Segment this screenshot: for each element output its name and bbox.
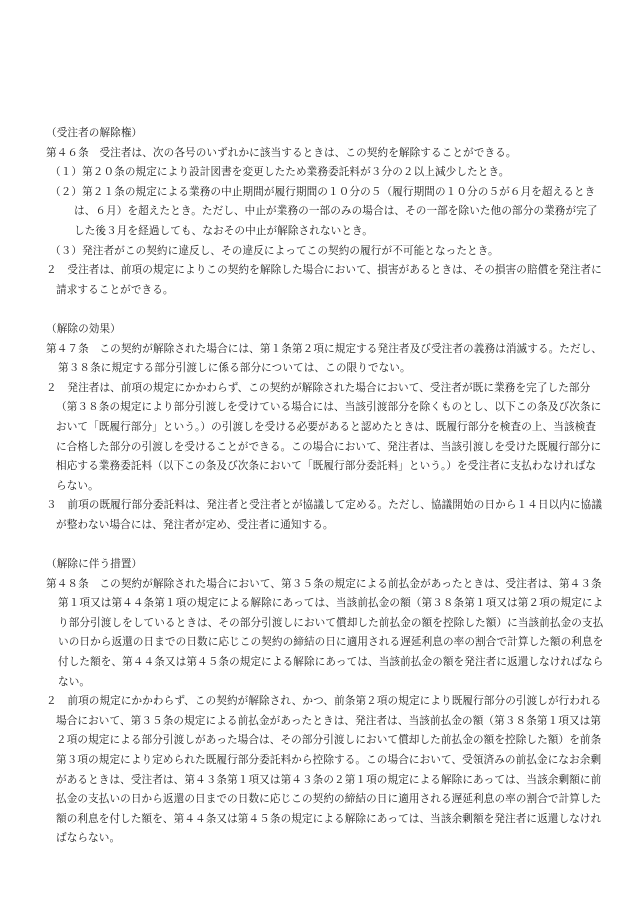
- article-item: （１）第２０条の規定により設計図書を変更したため業務委託料が３分の２以上減少したとき。: [50, 166, 510, 179]
- article-paragraph: ２ 前項の規定にかかわらず、この契約が解除され、かつ、前条第２項の規定により既履行部分の引渡しが行われる場合において、第３５条の規定による前払金があったときは、発注者は、当該前払金の額（第３８条第１項又は第２項の規定による部分引渡しがあった場合は、その部分引渡しにおいて償却した前払金の額を控除した額）を前条第３項の規定により定められた既履行部分委託料から控除する。この場合において、受領済みの前払金になお余剰があるときは、受注者は、第４３条第１項又は第４３条の２第１項の規定による解除にあっては、当該余剰額に前払金の支払いの日から返還の日までの日数に応じこの契約の締結の日に適用される遅延利息の率の割合で計算した額の利息を付した額を、第４４条又は第４５条の規定による解除にあっては、当該余剰額を発注者に返還しなければならない。: [46, 695, 602, 845]
- article-paragraph: ３ 前項の既履行部分委託料は、発注者と受注者とが協議して定める。ただし、協議開始の日から１４日以内に協議が整わない場合には、発注者が定め、受注者に通知する。: [46, 499, 603, 531]
- article-paragraph: ２ 受注者は、前項の規定によりこの契約を解除した場合において、損害があるときは、その損害の賠償を発注者に請求することができる。: [46, 264, 602, 296]
- article-item: （３）発注者がこの契約に違反し、その違反によってこの契約の履行が不可能となったとき。: [50, 244, 499, 257]
- document-page: [46, 124, 606, 849]
- article-paragraph: ２ 発注者は、前項の規定にかかわらず、この契約が解除された場合において、受注者が既に業務を完了した部分（第３８条の規定により部分引渡しを受けている場合には、当該引渡部分を除くものとし、以下この条及び次条において「既履行部分」という。）の引渡しを受ける必要があると認めたときは、既履行部分を検査の上、当該検査に合格した部分の引渡しを受けることができる。この場合において、発注者は、当該引渡しを受けた既履行部分に相応する業務委託料（以下この条及び次条において「既履行部分委託料」という。）を受注者に支払わなければならない。: [46, 381, 602, 492]
- article-heading: （受注者の解除権）: [46, 127, 143, 139]
- article-47: [46, 320, 606, 536]
- article-item: （２）第２１条の規定による業務の中止期間が履行期間の１０分の５（履行期間の１０分の５が６月を超えるときは、６月）を超えたとき。ただし、中止が業務の一部のみの場合は、その一部を除いた他の部分の業務が完了した後３月を経過しても、なおその中止が解除されないとき。: [50, 185, 598, 237]
- article-lead: 第４８条 この契約が解除された場合において、第３５条の規定による前払金があったときは、受注者は、第４３条第１項又は第４４条第１項の規定による解除にあっては、当該前払金の額（第３８条第１項又は第２項の規定により部分引渡しをしているときは、その部分引渡しにおいて償却した前払金の額を控除した額）に当該前払金の支払いの日から返還の日までの日数に応じこの契約の締結の日に適用される遅延利息の率の割合で計算した額の利息を付した額を、第４４条又は第４５条の規定による解除にあっては、当該前払金の額を発注者に返還しなければならない。: [46, 577, 604, 688]
- article-lead: 第４６条 受注者は、次の各号のいずれかに該当するときは、この契約を解除することができる。: [46, 146, 517, 159]
- article-48: [46, 555, 606, 849]
- article-46: [46, 124, 606, 300]
- article-heading: （解除に伴う措置）: [46, 558, 143, 571]
- article-heading: （解除の効果）: [46, 322, 121, 335]
- article-lead: 第４７条 この契約が解除された場合には、第１条第２項に規定する発注者及び受注者の義務は消滅する。ただし、第３８条に規定する部分引渡しに係る部分については、この限りでない。: [46, 342, 603, 375]
